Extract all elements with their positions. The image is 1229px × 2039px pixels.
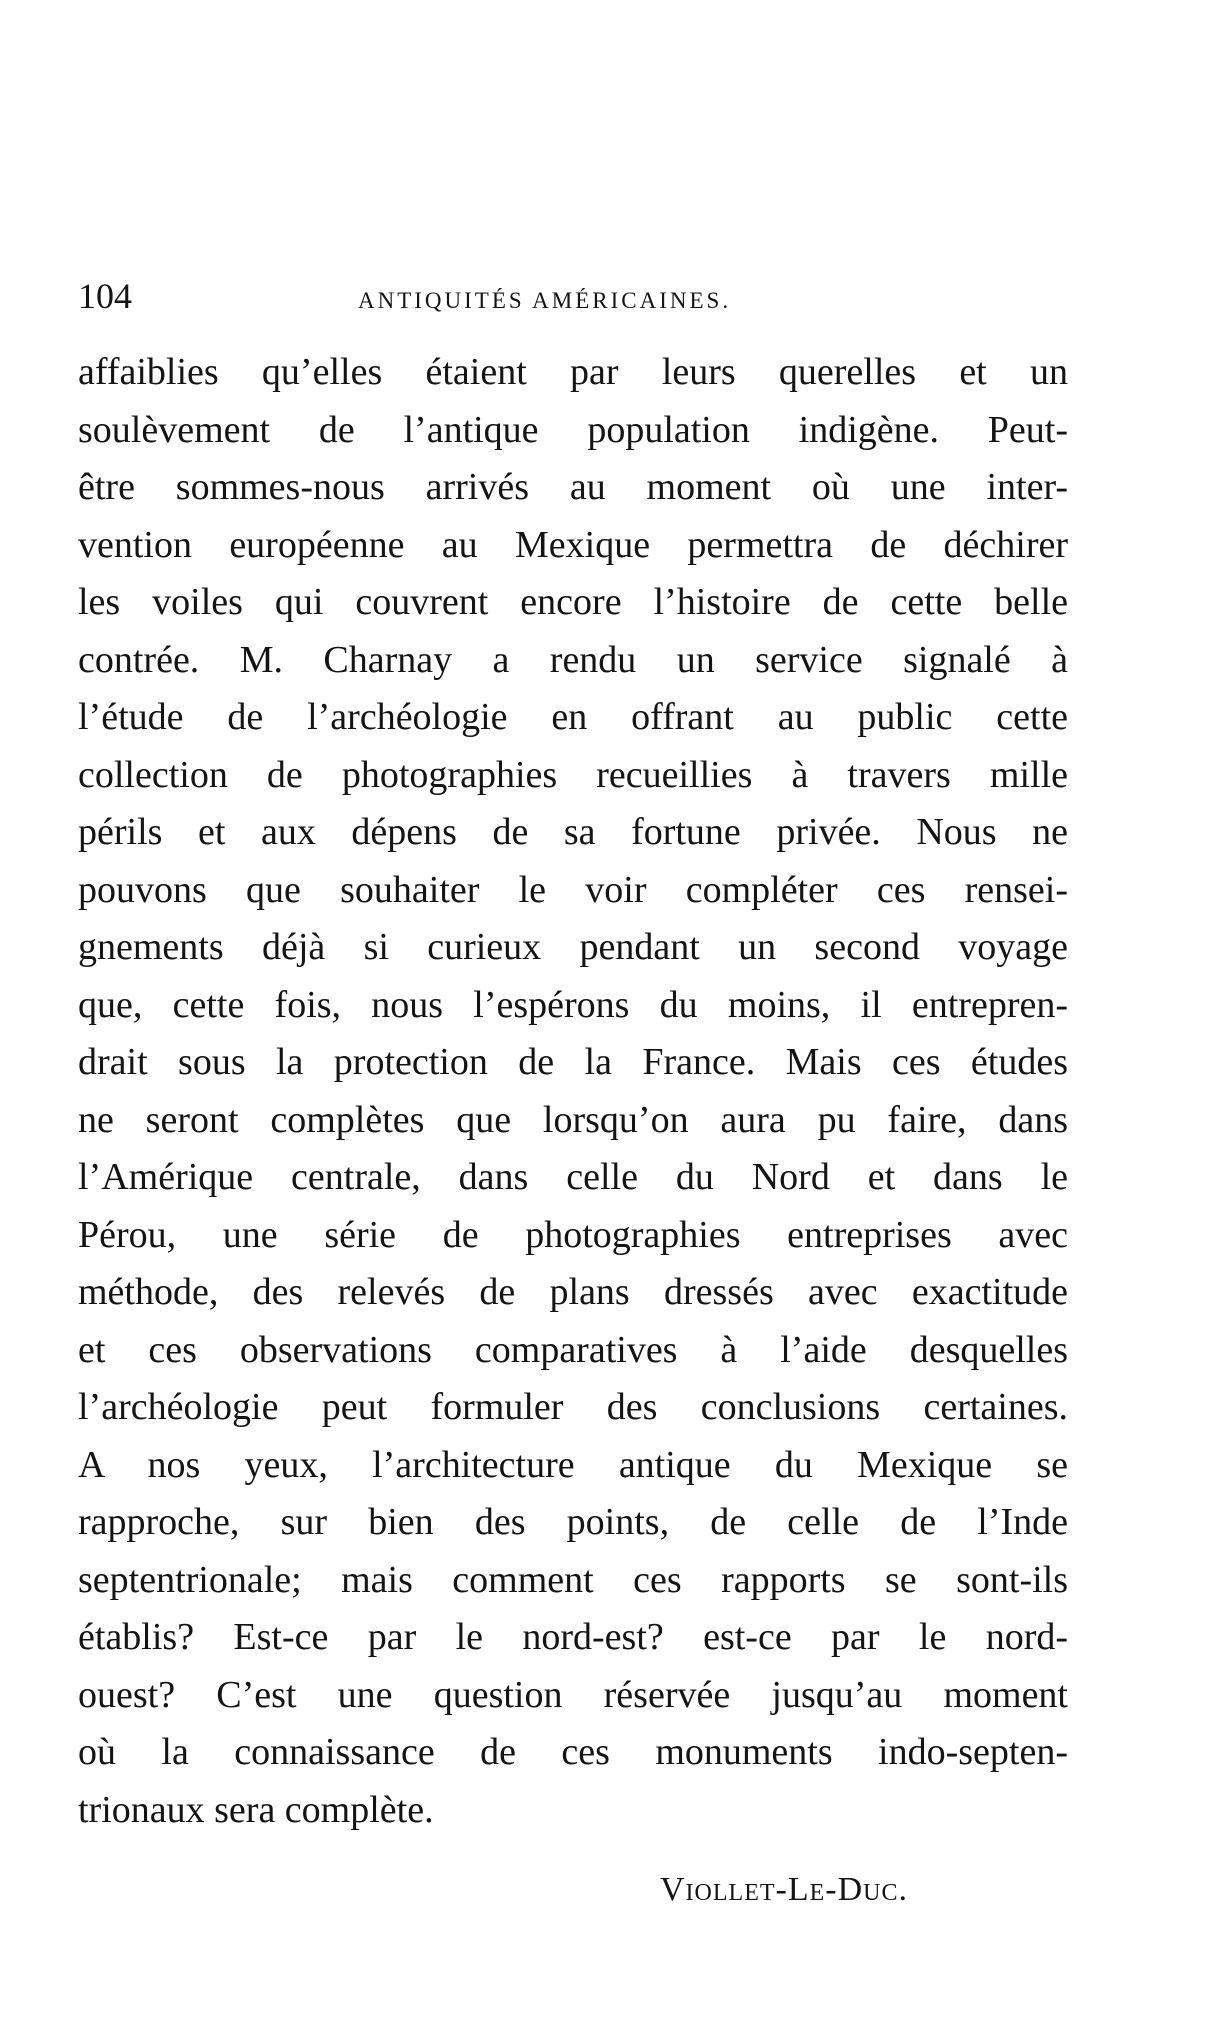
running-title: ANTIQUITÉS AMÉRICAINES. <box>358 288 732 313</box>
text-line: que, cette fois, nous l’espérons du moins, il entrepren- <box>78 983 1068 1026</box>
text-line: l’archéologie peut formuler des conclusions certaines. <box>78 1386 1068 1428</box>
text-line: Pérou, une série de photographies entreprises avec <box>78 1213 1068 1256</box>
text-line: ne seront complètes que lorsqu’on aura pu faire, dans <box>78 1098 1068 1141</box>
text-line: soulèvement de l’antique population indigène. Peut- <box>78 408 1068 451</box>
text-line: ouest? C’est une question réservée jusqu’au moment <box>78 1673 1068 1716</box>
text-line: vention européenne au Mexique permettra de déchirer <box>78 523 1068 566</box>
running-header <box>78 278 1068 328</box>
text-line: méthode, des relevés de plans dressés avec exactitude <box>78 1271 1068 1313</box>
body-paragraph <box>78 344 1068 1839</box>
text-line: l’étude de l’archéologie en offrant au public cette <box>78 696 1068 738</box>
text-line: pouvons que souhaiter le voir compléter ces rensei- <box>78 868 1068 911</box>
text-line: être sommes-nous arrivés au moment où une inter- <box>78 466 1068 508</box>
text-line: A nos yeux, l’architecture antique du Mexique se <box>78 1443 1068 1486</box>
text-line: drait sous la protection de la France. Mais ces études <box>78 1041 1068 1083</box>
text-line: collection de photographies recueillies à travers mille <box>78 753 1068 796</box>
text-line: gnements déjà si curieux pendant un second voyage <box>78 926 1068 968</box>
page-number: 104 <box>78 276 132 316</box>
text-line: les voiles qui couvrent encore l’histoire de cette belle <box>78 581 1068 623</box>
text-line: septentrionale; mais comment ces rapports se sont-ils <box>78 1558 1068 1601</box>
text-line: l’Amérique centrale, dans celle du Nord et dans le <box>78 1156 1068 1198</box>
text-line: contrée. M. Charnay a rendu un service signalé à <box>78 638 1068 681</box>
text-line: où la connaissance de ces monuments indo-septen- <box>78 1731 1068 1773</box>
author-signature: Viollet-Le-Duc. <box>660 1871 908 1908</box>
text-line: rapproche, sur bien des points, de celle de l’Inde <box>78 1501 1068 1543</box>
text-line: périls et aux dépens de sa fortune privée. Nous ne <box>78 811 1068 853</box>
text-line: établis? Est-ce par le nord-est? est-ce par le nord- <box>78 1616 1068 1658</box>
text-line: et ces observations comparatives à l’aide desquelles <box>78 1328 1068 1371</box>
text-line: affaiblies qu’elles étaient par leurs querelles et un <box>78 351 1068 393</box>
text-line: trionaux sera complète. <box>78 1788 434 1831</box>
